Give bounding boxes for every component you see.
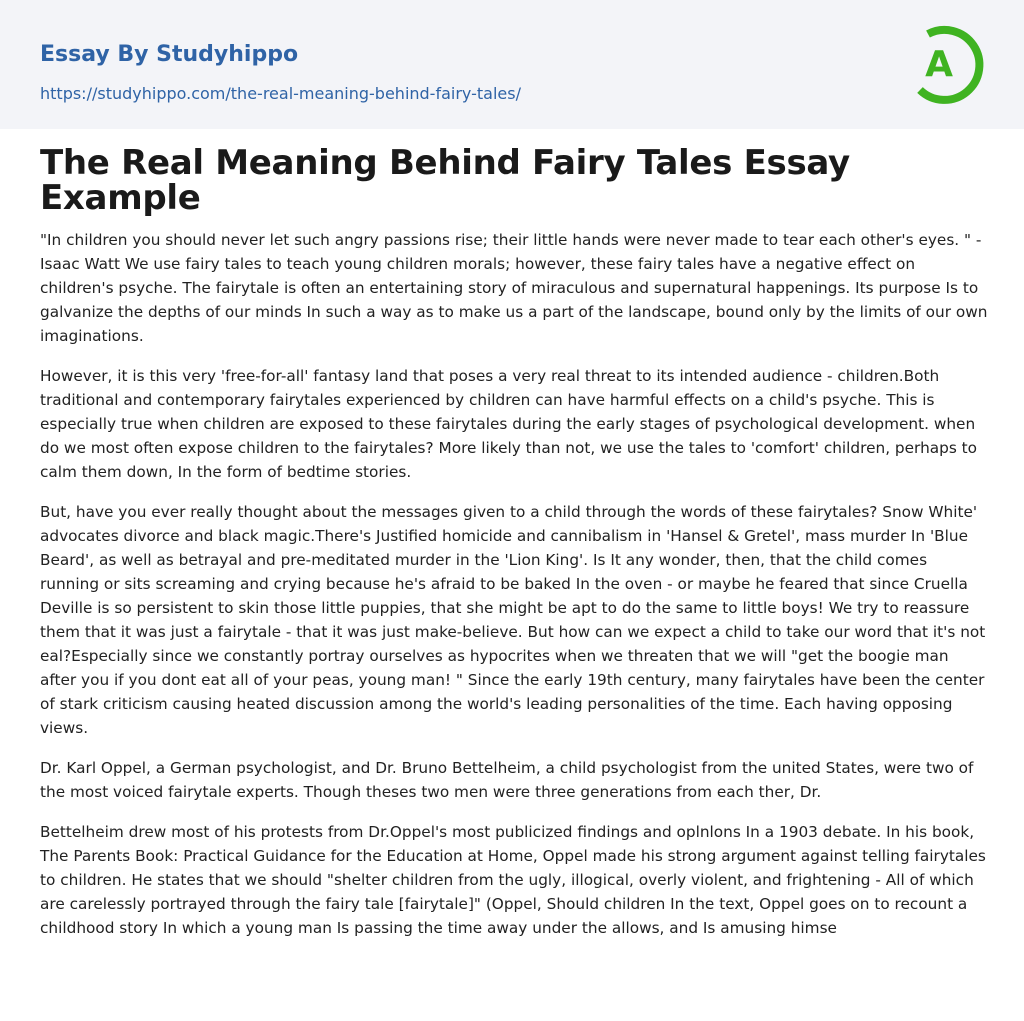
article-paragraph: "In children you should never let such angry passions rise; their little hands were never made to tear each other's eyes. " - Isaac Watt We use fairy tales to teach young children morals; however, these fairy tales have a negative effect on children's psyche. The fairytale is often an entertaining story of miraculous and supernatural happenings. Its purpose Is to galvanize the depths of our minds In such a way as to make us a part of the landscape, bound only by the limits of our own imaginations. [40,231,988,345]
article-paragraph: However, it is this very 'free-for-all' fantasy land that poses a very real threat to its intended audience - children.Both traditional and contemporary fairytales experienced by children can have harmful effects on a child's psyche. This is especially true when children are exposed to these fairytales during the early stages of psychological development. when do we most often expose children to the fairytales? More likely than not, we use the tales to 'comfort' children, perhaps to calm them down, In the form of bedtime stories. [40,367,978,481]
article-paragraph: But, have you ever really thought about the messages given to a child through the words of these fairytales? Snow White' advocates divorce and black magic.There's Justified homicide and cannibalism in 'Hansel & Gretel', mass murder In 'Blue Beard', as well as betrayal and pre-meditated murder in the 'Lion King'. Is It any wonder, then, that the child comes running or sits screaming and crying because he's afraid to be baked In the oven - or maybe he feared that since Cruella Deville is so persistent to skin those little puppies, that she might be apt to do the same to little boys! We try to reassure them that it was just a fairytale - that it was just make-believe. But how can we expect a child to take our word that it's not eal?Especially since we constantly portray ourselves as hypocrites when we threaten that we will "get the boogie man after you if you dont eat all of your peas, young man! " Since the early 19th century, many fairytales have been the center of stark criticism causing heated discussion among the world's leading personalities of the time. Each having opposing views. [40,503,986,737]
site-header [0,0,1024,129]
page-title: The Real Meaning Behind Fairy Tales Essay Example [40,143,850,218]
letter-a-circle-logo-icon[interactable] [910,18,988,106]
article-content [40,143,988,956]
logo-letter: A [925,44,953,85]
article-url-link[interactable]: https://studyhippo.com/the-real-meaning-behind-fairy-tales/ [40,84,521,103]
site-brand[interactable]: Essay By Studyhippo [40,42,299,67]
article-paragraph: Dr. Karl Oppel, a German psychologist, and Dr. Bruno Bettelheim, a child psychologist from the united States, were two of the most voiced fairytale experts. Though theses two men were three generations from each ther, Dr. [40,759,974,801]
article-paragraph: Bettelheim drew most of his protests from Dr.Oppel's most publicized findings and oplnlons In a 1903 debate. In his book, The Parents Book: Practical Guidance for the Education at Home, Oppel made his strong argument against telling fairytales to children. He states that we should "shelter children from the ugly, illogical, overly violent, and frightening - All of which are carelessly portrayed through the fairy tale [fairytale]" (Oppel, Should children In the text, Oppel goes on to recount a childhood story In which a young man Is passing the time away under the allows, and Is amusing himse [40,823,986,937]
